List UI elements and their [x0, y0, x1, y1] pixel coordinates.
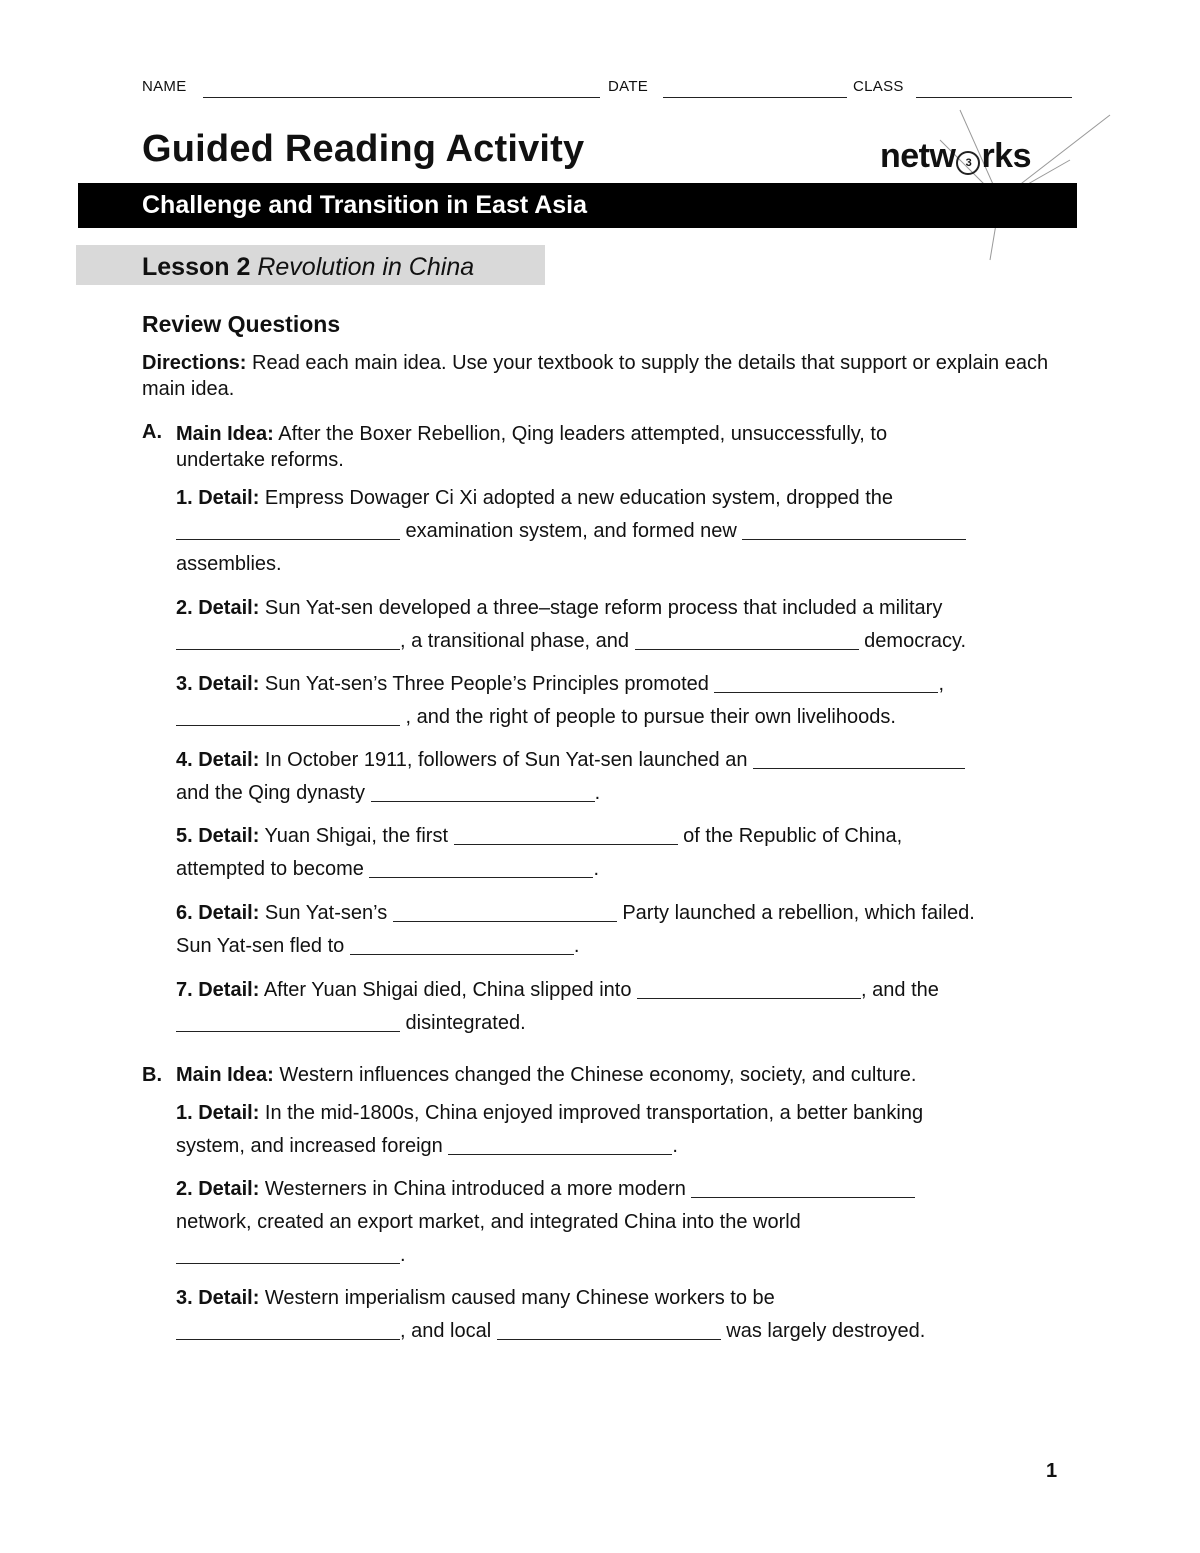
review-heading: Review Questions: [142, 311, 341, 337]
detail-text: of the Republic of China,: [677, 825, 903, 847]
answer-blank[interactable]: [350, 934, 574, 955]
directions-text: Read each main idea. Use your textbook to supply the details that support or explain each main idea.: [142, 352, 1049, 400]
detail-text: network, created an export market, and integrated China into the world: [176, 1211, 801, 1233]
detail-a7: [176, 974, 1076, 1040]
networks-logo: [880, 137, 1031, 176]
detail-b1: [176, 1097, 1076, 1163]
answer-blank[interactable]: [176, 1243, 400, 1264]
class-label: CLASS: [853, 78, 904, 95]
detail-text: .: [400, 1244, 406, 1266]
detail-text: In October 1911, followers of Sun Yat-sen launched an: [259, 749, 754, 771]
answer-blank[interactable]: [691, 1177, 915, 1198]
detail-text: .: [593, 858, 600, 880]
detail-a5: [176, 820, 1076, 886]
lesson-heading: [142, 253, 474, 282]
class-field[interactable]: [916, 97, 1072, 98]
detail-text: , a transitional phase, and: [400, 630, 635, 652]
detail-text: ,: [938, 673, 944, 695]
detail-label: 3. Detail:: [176, 1287, 260, 1309]
detail-text: Sun Yat-sen’s: [259, 902, 393, 924]
detail-text: was largely destroyed.: [720, 1320, 926, 1342]
date-label: DATE: [608, 78, 649, 95]
detail-label: 1. Detail:: [176, 1102, 260, 1124]
answer-blank[interactable]: [448, 1134, 672, 1155]
detail-text: examination system, and formed new: [400, 520, 743, 542]
answer-blank[interactable]: [176, 1011, 400, 1032]
main-idea-label: Main Idea:: [176, 423, 274, 445]
detail-a3: [176, 668, 1076, 734]
detail-label: 2. Detail:: [176, 597, 260, 619]
answer-blank[interactable]: [497, 1319, 721, 1340]
detail-text: , and the right of people to pursue their own livelihoods.: [400, 706, 896, 728]
detail-text: assemblies.: [176, 553, 282, 575]
lesson-title: Revolution in China: [257, 253, 475, 281]
date-field[interactable]: [663, 97, 847, 98]
detail-text: disintegrated.: [400, 1012, 526, 1034]
section-b-main-idea: [176, 1059, 1076, 1092]
detail-label: 1. Detail:: [176, 487, 260, 509]
logo-text-start: netw: [880, 137, 956, 175]
name-field[interactable]: [203, 97, 600, 98]
detail-text: and the Qing dynasty: [176, 782, 371, 804]
main-idea-text: After the Boxer Rebellion, Qing leaders attempted, unsuccessfully, to: [273, 423, 888, 445]
answer-blank[interactable]: [635, 629, 859, 650]
answer-blank[interactable]: [637, 978, 861, 999]
directions: [142, 350, 1052, 402]
main-idea-label: Main Idea:: [176, 1064, 274, 1086]
lesson-number: Lesson 2: [142, 253, 251, 281]
detail-text: Empress Dowager Ci Xi adopted a new education system, dropped the: [259, 487, 894, 509]
detail-a1: [176, 482, 1076, 581]
detail-label: 6. Detail:: [176, 902, 260, 924]
detail-text: Sun Yat-sen’s Three People’s Principles promoted: [259, 673, 715, 695]
chapter-title: Challenge and Transition in East Asia: [142, 191, 588, 219]
logo-text-end: rks: [981, 137, 1032, 175]
answer-blank[interactable]: [176, 629, 400, 650]
detail-label: 4. Detail:: [176, 749, 260, 771]
section-a-letter: A.: [142, 421, 162, 443]
detail-text: system, and increased foreign: [176, 1135, 449, 1157]
detail-text: , and local: [400, 1320, 497, 1342]
name-label: NAME: [142, 78, 187, 95]
answer-blank[interactable]: [454, 824, 678, 845]
detail-text: After Yuan Shigai died, China slipped into: [259, 979, 638, 1001]
answer-blank[interactable]: [176, 705, 400, 726]
detail-a6: [176, 897, 1076, 963]
detail-text: .: [672, 1135, 678, 1157]
logo-circle-icon: 3: [956, 151, 980, 175]
detail-a4: [176, 744, 1076, 810]
detail-label: 2. Detail:: [176, 1178, 260, 1200]
detail-text: Party launched a rebellion, which failed.: [616, 902, 975, 924]
detail-text: Westerners in China introduced a more modern: [259, 1178, 692, 1200]
directions-label: Directions:: [142, 352, 247, 374]
answer-blank[interactable]: [393, 901, 617, 922]
answer-blank[interactable]: [371, 781, 595, 802]
detail-text: , and the: [861, 979, 939, 1001]
section-a-main-idea: [176, 421, 1076, 473]
answer-blank[interactable]: [753, 748, 965, 769]
detail-b2: [176, 1173, 1076, 1272]
detail-text: .: [594, 782, 601, 804]
answer-blank[interactable]: [714, 672, 938, 693]
detail-text: attempted to become: [176, 858, 370, 880]
detail-text: In the mid-1800s, China enjoyed improved transportation, a better banking: [259, 1102, 924, 1124]
answer-blank[interactable]: [176, 519, 400, 540]
detail-text: democracy.: [858, 630, 967, 652]
detail-b3: [176, 1282, 1076, 1348]
detail-label: 3. Detail:: [176, 673, 260, 695]
detail-a2: [176, 592, 1076, 658]
detail-text: Sun Yat-sen developed a three–stage reform process that included a military: [259, 597, 943, 619]
main-idea-text-cont: undertake reforms.: [176, 449, 344, 471]
detail-text: Yuan Shigai, the first: [259, 825, 454, 847]
detail-text: Sun Yat-sen fled to: [176, 935, 350, 957]
main-idea-text: Western influences changed the Chinese economy, society, and culture.: [273, 1064, 917, 1086]
page-title: Guided Reading Activity: [142, 128, 585, 170]
section-b-letter: B.: [142, 1064, 162, 1086]
page-number: 1: [1046, 1460, 1058, 1482]
answer-blank[interactable]: [176, 1319, 400, 1340]
detail-label: 5. Detail:: [176, 825, 260, 847]
answer-blank[interactable]: [742, 519, 966, 540]
answer-blank[interactable]: [369, 857, 593, 878]
detail-text: .: [573, 935, 580, 957]
detail-label: 7. Detail:: [176, 979, 260, 1001]
detail-text: Western imperialism caused many Chinese workers to be: [259, 1287, 775, 1309]
